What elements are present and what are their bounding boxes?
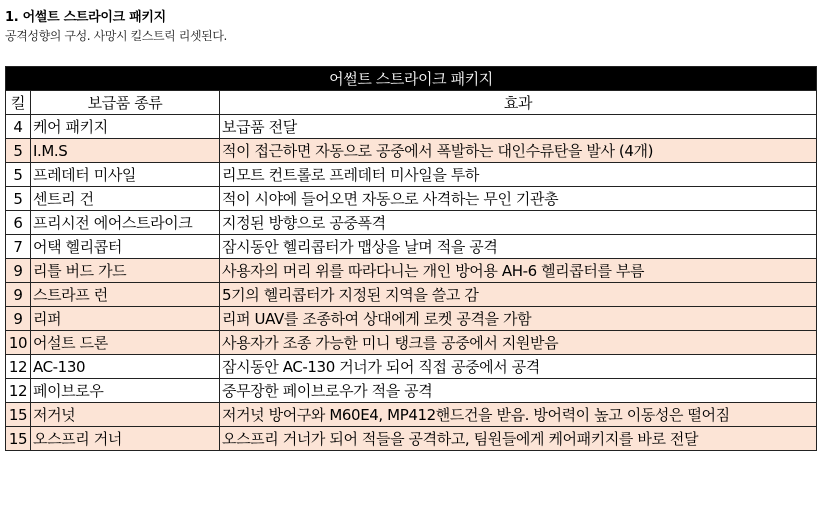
kill-cell: 12 (6, 355, 31, 379)
effect-cell: 잠시동안 헬리콥터가 맵상을 날며 적을 공격 (220, 235, 817, 259)
item-cell: 오스프리 거너 (31, 427, 220, 451)
effect-cell: 사용자의 머리 위를 따라다니는 개인 방어용 AH-6 헬리콥터를 부름 (220, 259, 817, 283)
kill-cell: 9 (6, 283, 31, 307)
item-cell: 케어 패키지 (31, 115, 220, 139)
kill-cell: 12 (6, 379, 31, 403)
kill-cell: 15 (6, 427, 31, 451)
kill-cell: 5 (6, 187, 31, 211)
kill-cell: 5 (6, 139, 31, 163)
effect-cell: 중무장한 페이브로우가 적을 공격 (220, 379, 817, 403)
item-cell: 리틀 버드 가드 (31, 259, 220, 283)
table-row (6, 331, 817, 355)
item-cell: 프레데터 미사일 (31, 163, 220, 187)
item-cell: 리퍼 (31, 307, 220, 331)
header-kill: 킬 (6, 91, 31, 115)
item-cell: 페이브로우 (31, 379, 220, 403)
table-row (6, 307, 817, 331)
effect-cell: 사용자가 조종 가능한 미니 탱크를 공중에서 지원받음 (220, 331, 817, 355)
table-row (6, 379, 817, 403)
item-cell: 어택 헬리콥터 (31, 235, 220, 259)
effect-cell: 적이 시야에 들어오면 자동으로 사격하는 무인 기관총 (220, 187, 817, 211)
effect-cell: 보급품 전달 (220, 115, 817, 139)
item-cell: I.M.S (31, 139, 220, 163)
kill-cell: 5 (6, 163, 31, 187)
strike-package-table (5, 66, 817, 451)
table-row (6, 115, 817, 139)
item-cell: 저거넛 (31, 403, 220, 427)
table-row (6, 355, 817, 379)
effect-cell: 저거넛 방어구와 M60E4, MP412핸드건을 받음. 방어력이 높고 이동성은 떨어짐 (220, 403, 817, 427)
kill-cell: 6 (6, 211, 31, 235)
section-description: 공격성향의 구성. 사망시 킬스트릭 리셋된다. (5, 29, 227, 43)
section-heading: 1. 어썰트 스트라이크 패키지 (5, 10, 166, 25)
effect-cell: 리퍼 UAV를 조종하여 상대에게 로켓 공격을 가함 (220, 307, 817, 331)
table-row (6, 403, 817, 427)
table-row (6, 283, 817, 307)
table-row (6, 163, 817, 187)
item-cell: AC-130 (31, 355, 220, 379)
kill-cell: 10 (6, 331, 31, 355)
table-title: 어썰트 스트라이크 패키지 (6, 67, 817, 91)
effect-cell: 잠시동안 AC-130 거너가 되어 직접 공중에서 공격 (220, 355, 817, 379)
item-cell: 센트리 건 (31, 187, 220, 211)
effect-cell: 적이 접근하면 자동으로 공중에서 폭발하는 대인수류탄을 발사 (4개) (220, 139, 817, 163)
table-row (6, 259, 817, 283)
table-header-row (6, 91, 817, 115)
table-row (6, 187, 817, 211)
item-cell: 스트라프 런 (31, 283, 220, 307)
header-item: 보급품 종류 (31, 91, 220, 115)
kill-cell: 9 (6, 259, 31, 283)
kill-cell: 9 (6, 307, 31, 331)
item-cell: 어설트 드론 (31, 331, 220, 355)
table-row (6, 211, 817, 235)
effect-cell: 지정된 방향으로 공중폭격 (220, 211, 817, 235)
item-cell: 프리시전 에어스트라이크 (31, 211, 220, 235)
table-title-row (6, 67, 817, 91)
kill-cell: 7 (6, 235, 31, 259)
effect-cell: 오스프리 거너가 되어 적들을 공격하고, 팀원들에게 케어패키지를 바로 전달 (220, 427, 817, 451)
effect-cell: 리모트 컨트롤로 프레데터 미사일을 투하 (220, 163, 817, 187)
effect-cell: 5기의 헬리콥터가 지정된 지역을 쓸고 감 (220, 283, 817, 307)
kill-cell: 15 (6, 403, 31, 427)
table-row (6, 427, 817, 451)
table-row (6, 139, 817, 163)
table-body (6, 115, 817, 451)
kill-cell: 4 (6, 115, 31, 139)
table-row (6, 235, 817, 259)
header-effect: 효과 (220, 91, 817, 115)
